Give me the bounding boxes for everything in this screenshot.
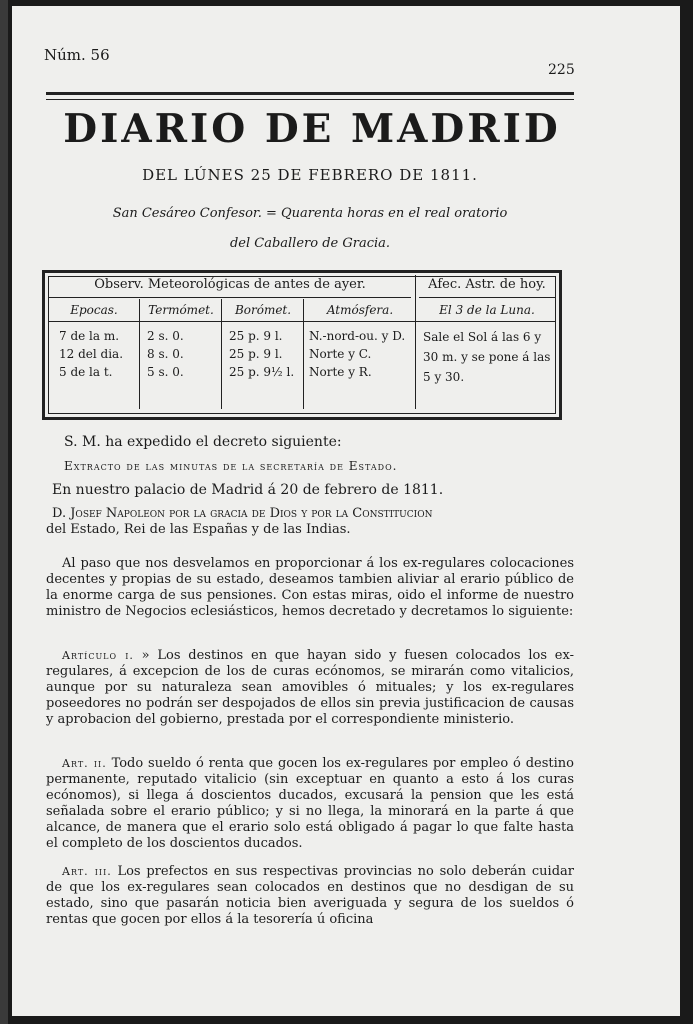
article-3-text: Los prefectos en sus respectivas provincias no solo deberán cuidar de que los ex-regulares sean colocados en destinos que no desdigan de su estado, sino que pasarán noticia bien averiguada y segura de los sueldos ó rentas que gocen por ellos á la tesorería ú oficina [46,864,574,927]
article-2-label: Art. ii. [62,757,107,770]
col-header-termometro: Termómet. [148,303,214,317]
article-3-label: Art. iii. [62,865,112,878]
row-barometro: 25 p. 9 l. [229,347,283,361]
weather-rule [49,321,555,322]
row-atmosfera: Norte y C. [309,347,372,361]
row-atmosfera: Norte y R. [309,365,372,379]
weather-rule [419,297,555,298]
preamble-paragraph: Al paso que nos desvelamos en proporcionar á los ex-regulares colocaciones decentes y propias de su estado, deseamos tambien aliviar al erario público de la enorme carga de sus pensiones. Con estas miras, oido el informe de nuestro ministro de Negocios eclesiásticos, hemos decretado y decretamos lo siguiente: [46,556,574,619]
row-termometro: 5 s. 0. [147,365,184,379]
col-header-barometro: Borómet. [234,303,292,317]
row-barometro: 25 p. 9 l. [229,329,283,343]
page-edge [0,0,8,1024]
column-divider [415,275,416,409]
column-divider [303,299,304,409]
king-title [46,506,574,538]
row-barometro: 25 p. 9½ l. [229,365,295,379]
page-number: 225 [548,62,575,78]
decree-intro: S. M. ha expedido el decreto siguiente: [64,434,342,450]
saint-line-2: del Caballero de Gracia. [229,236,391,251]
row-epoca: 5 de la t. [59,365,113,379]
article-2-text: Todo sueldo ó renta que gocen los ex-regulares por empleo ó destino permanente, reputado vitalicio (sin exceptuar en quanto a esto á los curas ecónomos), si llega á doscientos ducados, excusará la pension que les está señalada sobre el erario público; y si no llega, la minorará en la parte á que alcance, de manera que el erario solo está obligado á pagar lo que falte hasta el completo de los doscientos ducados. [46,756,574,851]
issue-number: Núm. 56 [44,46,110,64]
row-atmosfera: N.-nord-ou. y D. [309,329,406,343]
header-rule [46,92,574,100]
newspaper-page [12,6,680,1016]
article-3 [46,864,574,928]
saint-line-1: San Cesáreo Confesor. = Quarenta horas en el real oratorio [112,206,508,221]
article-2 [46,756,574,852]
article-1 [46,648,574,728]
article-1-text: » Los destinos en que hayan sido y fuesen colocados los ex-regulares, á excepcion de los de curas ecónomos, se mirarán como vitalicios, aunque por su naturaleza sean amovibles ó mituales; y los ex-regulares poseedores no podrán ser despojados de ellos sin previa justificacion de causas y aprobacion del gobierno, prestada por el correspondiente ministerio. [46,648,574,727]
weather-table [42,270,562,420]
king-title-line-2: del Estado, Rei de las Españas y de las Indias. [46,522,351,537]
column-divider [221,299,222,409]
row-epoca: 7 de la m. [59,329,120,343]
weather-heading-right: Afec. Astr. de hoy. [428,277,546,292]
row-epoca: 12 del dia. [59,347,124,361]
palace-line: En nuestro palacio de Madrid á 20 de febrero de 1811. [52,482,444,498]
article-1-label: Artículo i. [62,649,134,662]
col-header-epocas: Epocas. [70,303,118,317]
col-header-luna: El 3 de la Luna. [439,303,535,317]
row-termometro: 2 s. 0. [147,329,184,343]
col-header-atmosfera: Atmósfera. [326,303,394,317]
column-divider [139,299,140,409]
extract-heading: Extracto de las minutas de la secretaría de Estado. [64,459,398,473]
weather-rule [49,297,411,298]
masthead-title: DIARIO DE MADRID [63,106,561,152]
king-title-line-1: D. Josef Napoleon por la gracia de Dios y por la Constitucion [52,506,433,521]
sun-times: Sale el Sol á las 6 y 30 m. y se pone á las 5 y 30. [423,330,551,384]
weather-heading-left: Observ. Meteorológicas de antes de ayer. [94,277,366,292]
row-termometro: 8 s. 0. [147,347,184,361]
dateline: DEL LÚNES 25 DE FEBRERO DE 1811. [142,166,478,184]
